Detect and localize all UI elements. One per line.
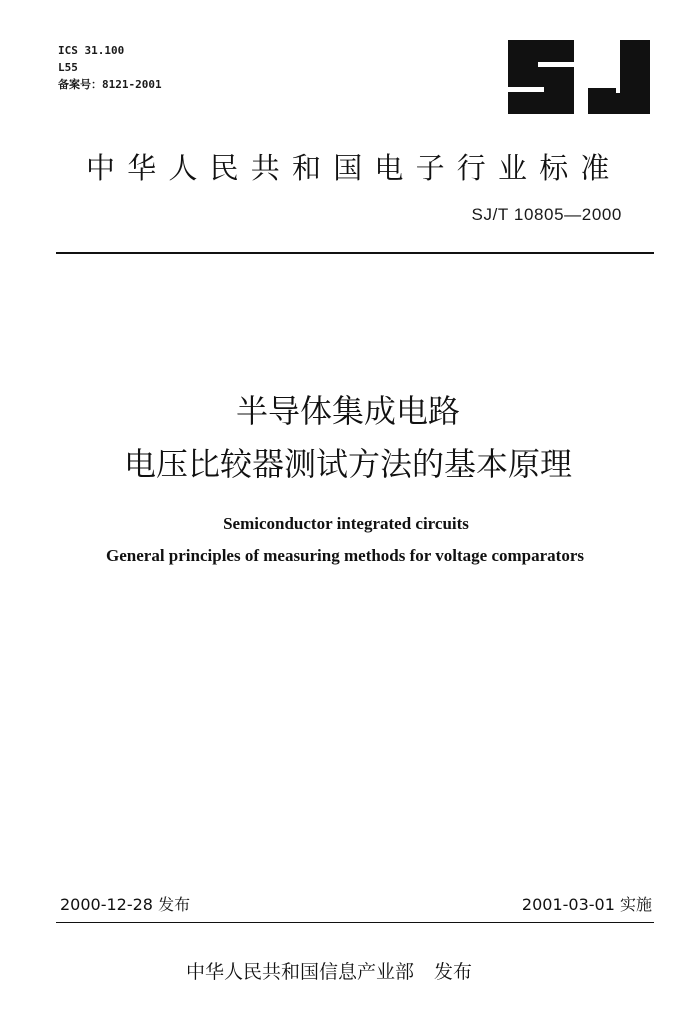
record-number: 备案号：8121-2001 — [58, 78, 162, 91]
title-chinese-line-2: 电压比较器测试方法的基本原理 — [123, 445, 572, 483]
ics-code: ICS 31.100 — [58, 44, 125, 57]
organization-title: 中华人民共和国电子行业标准 — [86, 151, 622, 185]
sj-logo-graphic — [508, 40, 654, 114]
ccs-code: L55 — [58, 61, 78, 74]
publisher-line — [186, 957, 472, 984]
logo-j-notch — [616, 93, 620, 94]
logo-letter-j — [588, 40, 650, 114]
logo-letter-s — [508, 40, 574, 114]
title-english-line-2: General principles of measuring methods for voltage comparators — [106, 546, 584, 565]
header-divider — [56, 252, 654, 254]
issue-date: 2000-12-28 发布 — [60, 895, 191, 914]
standard-number: SJ/T 10805—2000 — [471, 205, 622, 224]
classification-block — [58, 42, 162, 93]
title-english-line-1: Semiconductor integrated circuits — [223, 514, 469, 533]
publisher-name: 中华人民共和国信息产业部 — [186, 961, 415, 983]
title-chinese-line-1: 半导体集成电路 — [235, 392, 460, 430]
publish-action: 发布 — [434, 961, 473, 983]
implementation-date: 2001-03-01 实施 — [521, 895, 652, 914]
footer-divider — [56, 922, 654, 923]
sj-logo — [508, 40, 654, 114]
